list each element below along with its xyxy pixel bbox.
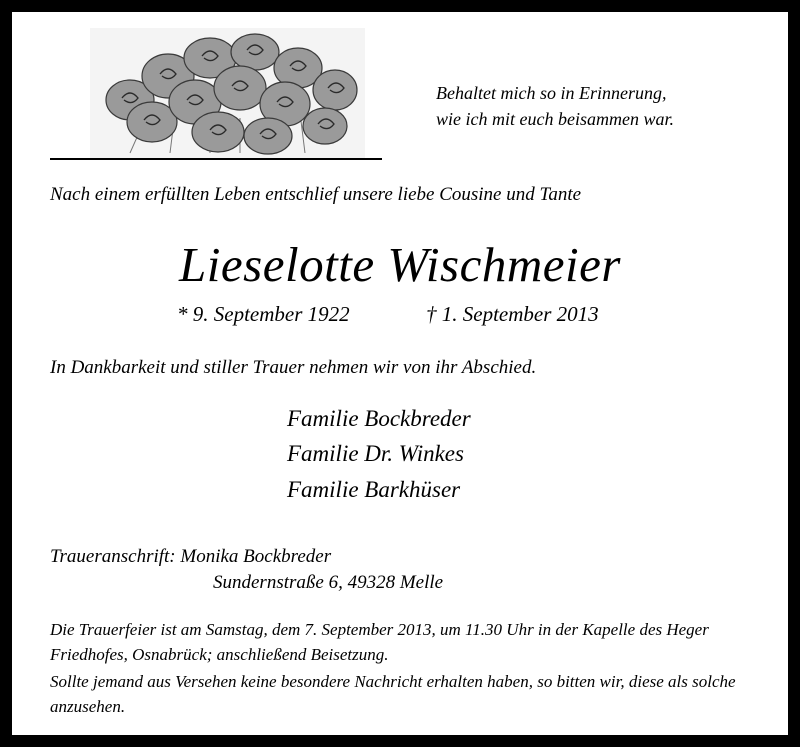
mourner-family: Familie Bockbreder [287,406,471,431]
condolence-address-street: Sundernstraße 6, 49328 Melle [213,572,444,593]
deceased-name: Lieselotte Wischmeier [179,237,621,292]
intro-text: Nach einem erfüllten Leben entschlief unsere liebe Cousine und Tante [50,184,582,205]
mourner-family: Familie Barkhüser [287,477,461,502]
notification-request: Sollte jemand aus Versehen keine besondere Nachricht erhalten haben, so bitten wir, diese als solche anzusehen. [50,672,736,716]
motto-line-1: Behaltet mich so in Erinnerung, [436,83,667,103]
birth-date: * 9. September 1922 [177,302,350,326]
roses-image [90,28,365,158]
divider-line [50,158,382,160]
funeral-notice: Die Trauerfeier ist am Samstag, dem 7. September 2013, um 11.30 Uhr in der Kapelle des Heger Friedhofes, Osnabrück; anschließend Beisetzung. [50,620,709,664]
motto-line-2: wie ich mit euch beisammen war. [436,109,674,129]
death-date: † 1. September 2013 [426,302,599,326]
mourner-family: Familie Dr. Winkes [287,441,464,466]
farewell-text: In Dankbarkeit und stiller Trauer nehmen wir von ihr Abschied. [50,357,537,378]
condolence-address-label: Traueranschrift: Monika Bockbreder [50,546,332,567]
